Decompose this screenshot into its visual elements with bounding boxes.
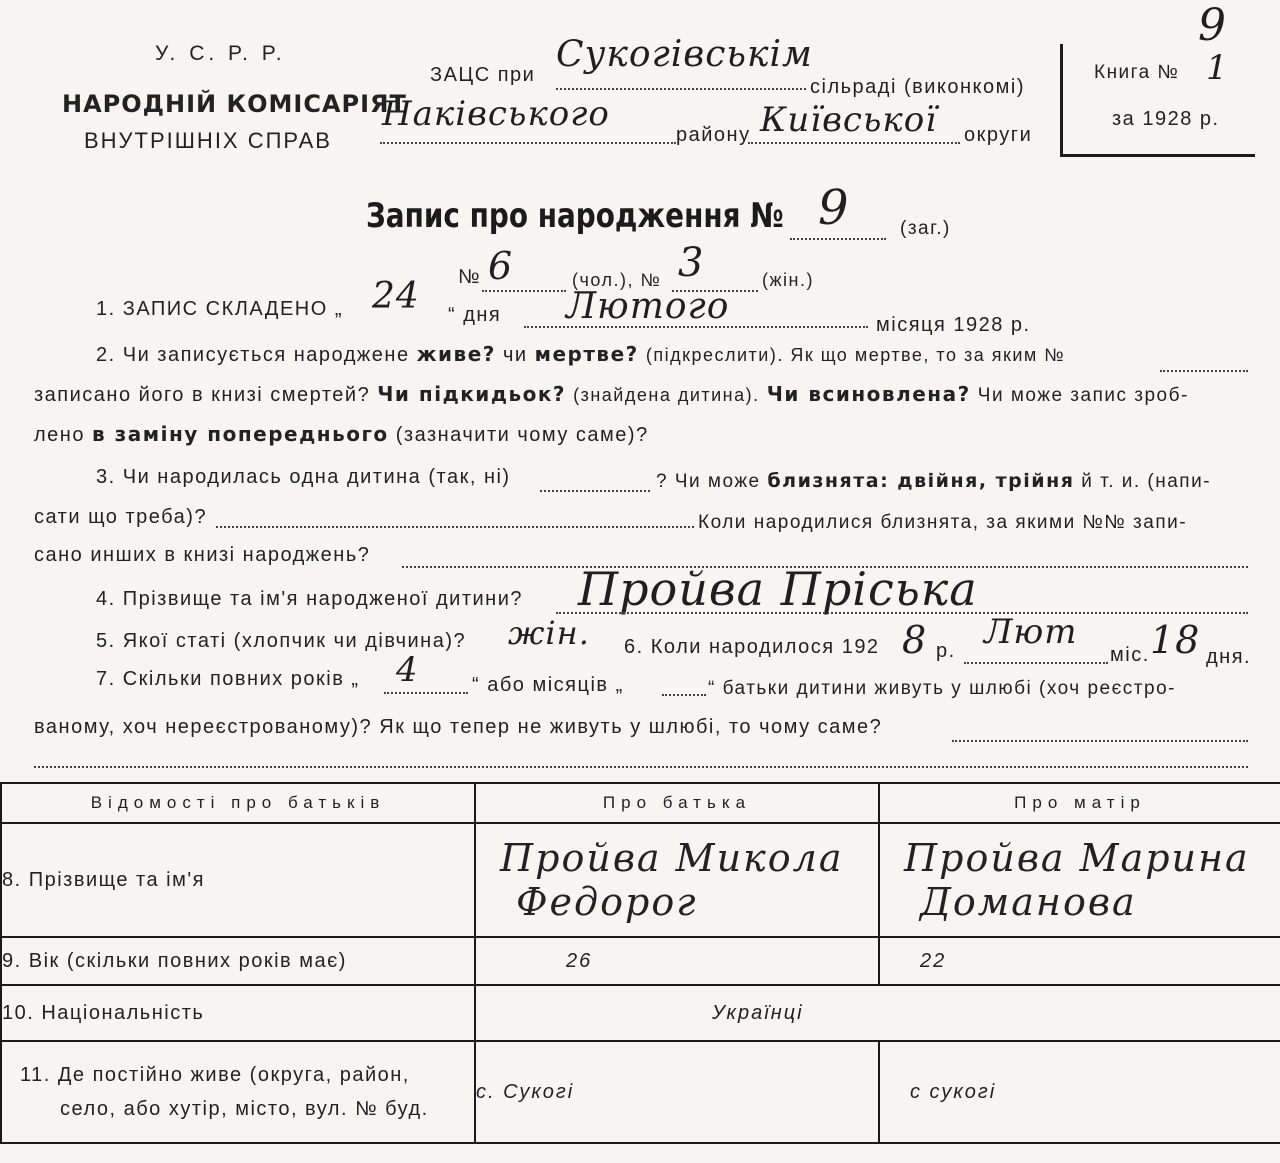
item7-line3-dots (34, 766, 1248, 768)
item2-line1-a: 2. Чи записується народжене (96, 344, 410, 366)
sex-handwritten: жін. (508, 614, 590, 652)
district-handwritten: Наківського (382, 94, 610, 134)
item7-line1-b: “ або місяців „ (472, 674, 624, 696)
item2-line1-c: (підкреслити). Як що мертве, то за яким № (645, 345, 1066, 365)
table-header-row (1, 783, 1280, 823)
book-number-handwritten: 1 (1206, 48, 1229, 88)
item2-line1 (96, 342, 1065, 367)
item3-twins: близнята: двійня, трійня (767, 470, 1075, 492)
child-name-handwritten: Пройва Пріська (578, 562, 978, 616)
item2-adopted: Чи всиновлена? (766, 382, 971, 406)
mother-name-line2: Доманова (920, 880, 1137, 924)
father-age: 26 (475, 937, 879, 985)
item2-dead: мертве? (534, 342, 639, 366)
item2-line3-b: (зазначити чому саме)? (395, 424, 649, 446)
okruha-handwritten: Київської (760, 100, 938, 140)
item2-line1-b: чи (502, 344, 528, 366)
item6-label: 6. Коли народилося 192 (624, 636, 880, 658)
father-residence: с. Сукогі (475, 1041, 879, 1143)
male-suffix: (чол.), № (572, 270, 662, 290)
table-row (1, 823, 1280, 937)
zags-prefix: ЗАЦС при (430, 64, 536, 86)
table-row (1, 985, 1280, 1041)
row11-label-line1: 11. Де постійно живе (округа, район, (20, 1064, 410, 1086)
item5-label: 5. Якої статі (хлопчик чи дівчина)? (96, 630, 467, 652)
male-number-handwritten: 6 (488, 244, 514, 288)
item7-line2-dots (952, 740, 1248, 742)
header-republic: У. С. Р. Р. (155, 42, 286, 65)
village-council-dots (556, 88, 806, 90)
row8-mother (879, 823, 1280, 937)
birth-year-handwritten: 8 (902, 618, 928, 662)
item7-line2: ваному, хоч нереєстрованому)? Як що тепер не живуть у шлюбі, то чому саме? (34, 716, 883, 738)
record-number-handwritten: 9 (818, 180, 850, 236)
table-row (1, 1041, 1280, 1143)
okruha-suffix: округи (964, 124, 1033, 146)
mother-residence: с сукогі (879, 1041, 1280, 1143)
book-year: за 1928 р. (1112, 108, 1220, 130)
item7-line1-a: 7. Скільки повних років „ (96, 668, 360, 690)
birth-month-handwritten: Лют (984, 612, 1078, 652)
item6-r: р. (936, 640, 956, 662)
item2-line2-b: (знайдена дитина). (573, 385, 760, 405)
item1-day-suffix: “ дня (448, 304, 502, 326)
header-internal-affairs: ВНУТРІШНІХ СПРАВ (84, 128, 332, 153)
row11-label-line2: село, або хутір, місто, вул. № буд. (60, 1098, 429, 1120)
item2-replacement: в заміну попереднього (92, 422, 389, 446)
item3-line1-rest (656, 470, 1211, 493)
row8-label: 8. Прізвище та ім'я (1, 823, 475, 937)
mother-age: 22 (879, 937, 1280, 985)
book-corner-handwritten: 9 (1198, 0, 1227, 51)
district-dots (380, 142, 676, 144)
item3-line2-a: сати що треба)? (34, 506, 208, 528)
col-mother-header: Про матір (879, 783, 1280, 823)
col-father-header: Про батька (475, 783, 879, 823)
item7-months-dots (662, 694, 706, 696)
item2-line2-c: Чи може запис зроб- (977, 385, 1189, 406)
item2-dots (1160, 370, 1248, 372)
marriage-years-handwritten: 4 (396, 650, 419, 690)
item2-line3 (34, 422, 649, 447)
item6-mis: міс. (1110, 644, 1150, 666)
item2-foundling: Чи підкидьок? (377, 382, 567, 406)
item3-line1-c: й т. и. (напи- (1081, 471, 1212, 492)
row11-label (1, 1041, 475, 1143)
item1-prefix: 1. ЗАПИС СКЛАДЕНО „ (96, 298, 344, 320)
col-info-header: Відомості про батьків (1, 783, 475, 823)
item6-dnia: дня. (1206, 646, 1252, 668)
row8-father (475, 823, 879, 937)
item1-month-handwritten: Лютого (566, 286, 730, 327)
village-council-suffix: сільраді (виконкомі) (810, 76, 1025, 98)
item1-day-handwritten: 24 (372, 276, 420, 317)
okruha-dots (748, 142, 960, 144)
record-title: Запис про народження № (366, 196, 784, 236)
item1-month-suffix: місяця 1928 р. (876, 314, 1031, 336)
row9-label: 9. Вік (скільки повних років має) (1, 937, 475, 985)
item7-line1-c: “ батьки дитини живуть у шлюбі (хоч реєстро- (708, 678, 1176, 699)
female-suffix: (жін.) (762, 270, 814, 290)
male-number-dots (482, 290, 566, 292)
village-council-handwritten: Сукогівськім (556, 34, 813, 75)
item4-dots (556, 612, 1248, 614)
item3-line1-b: ? Чи може (656, 471, 761, 492)
father-name-line1: Пройва Микола (500, 836, 844, 880)
item7-years-dots (384, 692, 468, 694)
header-commissariat: НАРОДНІЙ КОМІСАРІЯТ (62, 90, 407, 118)
record-number-dots (790, 238, 886, 240)
birth-day-handwritten: 18 (1150, 618, 1201, 662)
father-name-line2: Федорог (516, 880, 698, 924)
item3-single-dots (540, 490, 650, 492)
item1-month-dots (524, 326, 868, 328)
mother-name-line1: Пройва Марина (904, 836, 1250, 880)
item2-line2-a: записано його в книзі смертей? (34, 384, 371, 406)
row10-label: 10. Національність (1, 985, 475, 1041)
district-suffix: району (676, 124, 751, 146)
item6-month-dots (964, 662, 1108, 664)
female-number-handwritten: 3 (678, 240, 705, 286)
item2-line2 (34, 382, 1189, 407)
item3-line3: сано инших в книзі народжень? (34, 544, 371, 566)
record-general-suffix: (заг.) (900, 218, 951, 239)
item4-label: 4. Прізвище та ім'я народженої дитини? (96, 588, 524, 610)
item3-line1-a: 3. Чи народилась одна дитина (так, ні) (96, 466, 511, 488)
item3-line2-dots (216, 526, 694, 528)
nationality-shared: Українці (475, 985, 1280, 1041)
item2-alive: живе? (416, 342, 496, 366)
book-label: Книга № (1094, 62, 1180, 83)
table-row (1, 937, 1280, 985)
male-num-sign: № (458, 266, 481, 288)
item3-line2-b: Коли народилися близнята, за якими №№ запи- (698, 512, 1188, 533)
item2-line3-a: лено (34, 424, 85, 446)
parents-info-table (0, 782, 1280, 1144)
